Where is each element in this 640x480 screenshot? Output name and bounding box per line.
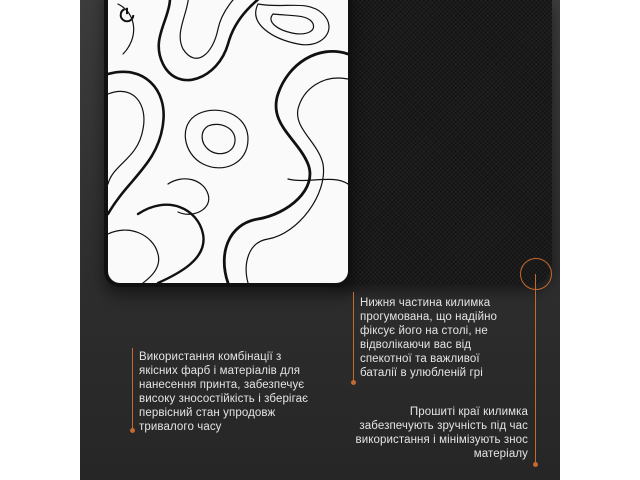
callout-line: матеріалу — [473, 448, 528, 460]
callout-line: якісних фарб і матеріалів для — [139, 365, 301, 377]
product-infographic — [80, 0, 560, 480]
power-swirl-icon — [118, 6, 136, 24]
callout-line: первісний стан упродовж — [139, 407, 276, 419]
callout-line: Нижня частина килимка — [360, 297, 491, 309]
callout-line: фіксує його на столі, не — [360, 325, 488, 337]
callout-line: нанесення принта, забезпечує — [139, 379, 305, 391]
callout-stitched-edges — [323, 405, 528, 461]
callout-left-dot — [130, 428, 135, 433]
callout-line: прогумована, що надійно — [360, 311, 498, 323]
topographic-mousepad — [104, 0, 352, 287]
callout-line: Прошиті краї килимка — [409, 406, 528, 418]
callout-line: відволікаючи вас від — [360, 339, 472, 351]
topographic-pattern — [108, 0, 348, 283]
callout-print-durability — [139, 350, 339, 434]
callout-line: спекотної та важливої — [360, 353, 480, 365]
callout-right-line — [535, 274, 536, 464]
callout-line: Використання комбінації з — [139, 351, 282, 363]
callout-line: високу зносостійкість і зберігає — [139, 393, 309, 405]
callout-left-line — [132, 348, 133, 430]
callout-line: баталії в улюбленій грі — [360, 367, 483, 379]
callout-line: використання і мінімізують знос — [355, 434, 528, 446]
callout-mid-dot — [351, 380, 356, 385]
stitched-edge-highlight — [520, 258, 552, 290]
callout-line: тривалого часу — [139, 421, 222, 433]
rubber-base-mat — [332, 0, 552, 285]
callout-rubber-base — [360, 296, 520, 380]
callout-right-dot — [533, 462, 538, 467]
callout-line: забезпечують зручність під час — [359, 420, 528, 432]
callout-mid-line — [353, 292, 354, 382]
